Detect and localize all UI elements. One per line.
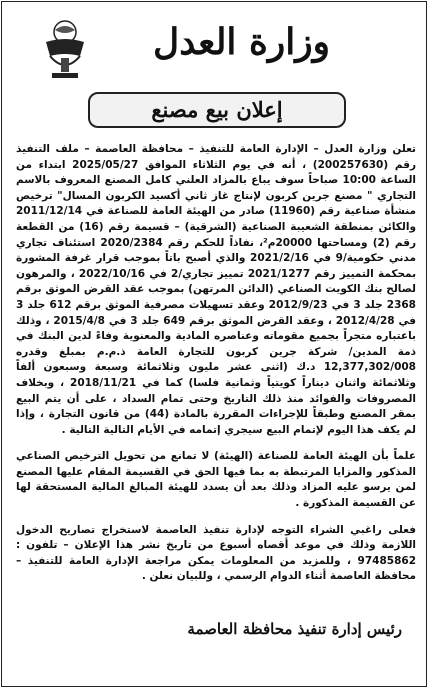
- notice-title: إعلان بيع مصنع: [151, 97, 283, 122]
- newspaper-notice: [1, 1, 427, 687]
- kuwait-state-emblem-icon: [40, 18, 90, 82]
- notice-body: [16, 142, 416, 596]
- notice-header: [2, 2, 426, 86]
- ministry-title: وزارة العدل: [153, 21, 330, 63]
- notice-title-banner: [88, 92, 346, 128]
- signature-line: رئيس إدارة تنفيذ محافظة العاصمة: [187, 620, 402, 638]
- notice-paragraph-3: فعلى راغبي الشراء التوجه لإدارة تنفيذ العاصمة لاستخراج تصاريح الدخول اللازمة وذلك في موعد أقصاه أسبوع من تاريخ نشر هذا الإعلان – تلفون : 97485862 ، وللمزيد من المعلومات يمكن مراجعة الإدارة العامة للتنفيذ – محافظة العاصمة أثناء الدوام الرسمي ، وللبيان نعلن .: [16, 523, 416, 583]
- notice-paragraph-1: تعلن وزارة العدل – الإدارة العامة للتنفيذ – محافظة العاصمة – ملف التنفيذ رقم (200257630) ، أنه في يوم الثلاثاء الموافق 2025/05/27 ابتداء من الساعة 10:00 صباحاً سوف يباع بالمزاد العلني كامل المصنع المعروف بالاسم التجاري " مصنع جرين كربون لإنتاج غاز ثاني أكسيد الكربون المسال" ترخيص منشأة صناعية رقم (11960) صادر من الهيئة العامة للصناعة في 2011/12/14 والكائن بمنطقة الشعيبة الصناعية (الشرقية) – قسيمة رقم (16) من القطعة رقم (2) ومساحتها 20000م²، نفاذاً للحكم رقم 2020/2384 استئناف تجاري مدني حكومية/9 في 2021/2/16 والذي أصبح باتاً بموجب قرار غرفة المشورة بمحكمة التمييز رقم 2021/1277 تمييز تجاري/2 في 2022/10/16 ، والمرهون لصالح بنك الكويت الصناعي (الدائن المرتهن) بموجب عقد القرض الموثق برقم 2368 جلد 3 في 2012/9/23 وعقد تسهيلات مصرفية الموثق برقم 612 جلد 3 في 2012/4/28 ، وعقد القرض الموثق برقم 649 جلد 3 في 2015/4/8 ، وذلك باعتباره متجراً بجميع مقوماته وعناصره المادية والمعنوية وفاءً لدين البنك في ذمة المدين/ شركة جرين كربون للتجارة العامة ذ.م.م بمبلغ وقدره 12,377,302/008 د.ك (اثنى عشر مليون وثلاثمائة وسبعة وسبعون ألفاً وثلاثمائة واثنان ديناراً كويتياً وثمانية فلسا) كما في 2018/11/21 ، وبخلاف المصروفات والفوائد منذ ذلك التاريخ وحتى تمام السداد ، على أن يتم البيع بمقر المصنع وطبقاً للإجراءات المقررة بالمادة (44) من قانون التجارة ، وإذا لم يكف هذا اليوم لإتمام البيع سيجري إتمامه في الأيام التالية التالية .: [16, 143, 417, 436]
- notice-paragraph-2: علماً بأن الهيئة العامة للصناعة (الهيئة) لا تمانع من تحويل الترخيص الصناعي المذكور والمزايا المرتبطة به بما فيها الحق في القسيمة المقام عليها المصنع لمن يرسو عليه المزاد وذلك بعد أن يسدد للهيئة المبالغ المالية المستحقة لها عن القسيمة المذكورة .: [16, 450, 416, 510]
